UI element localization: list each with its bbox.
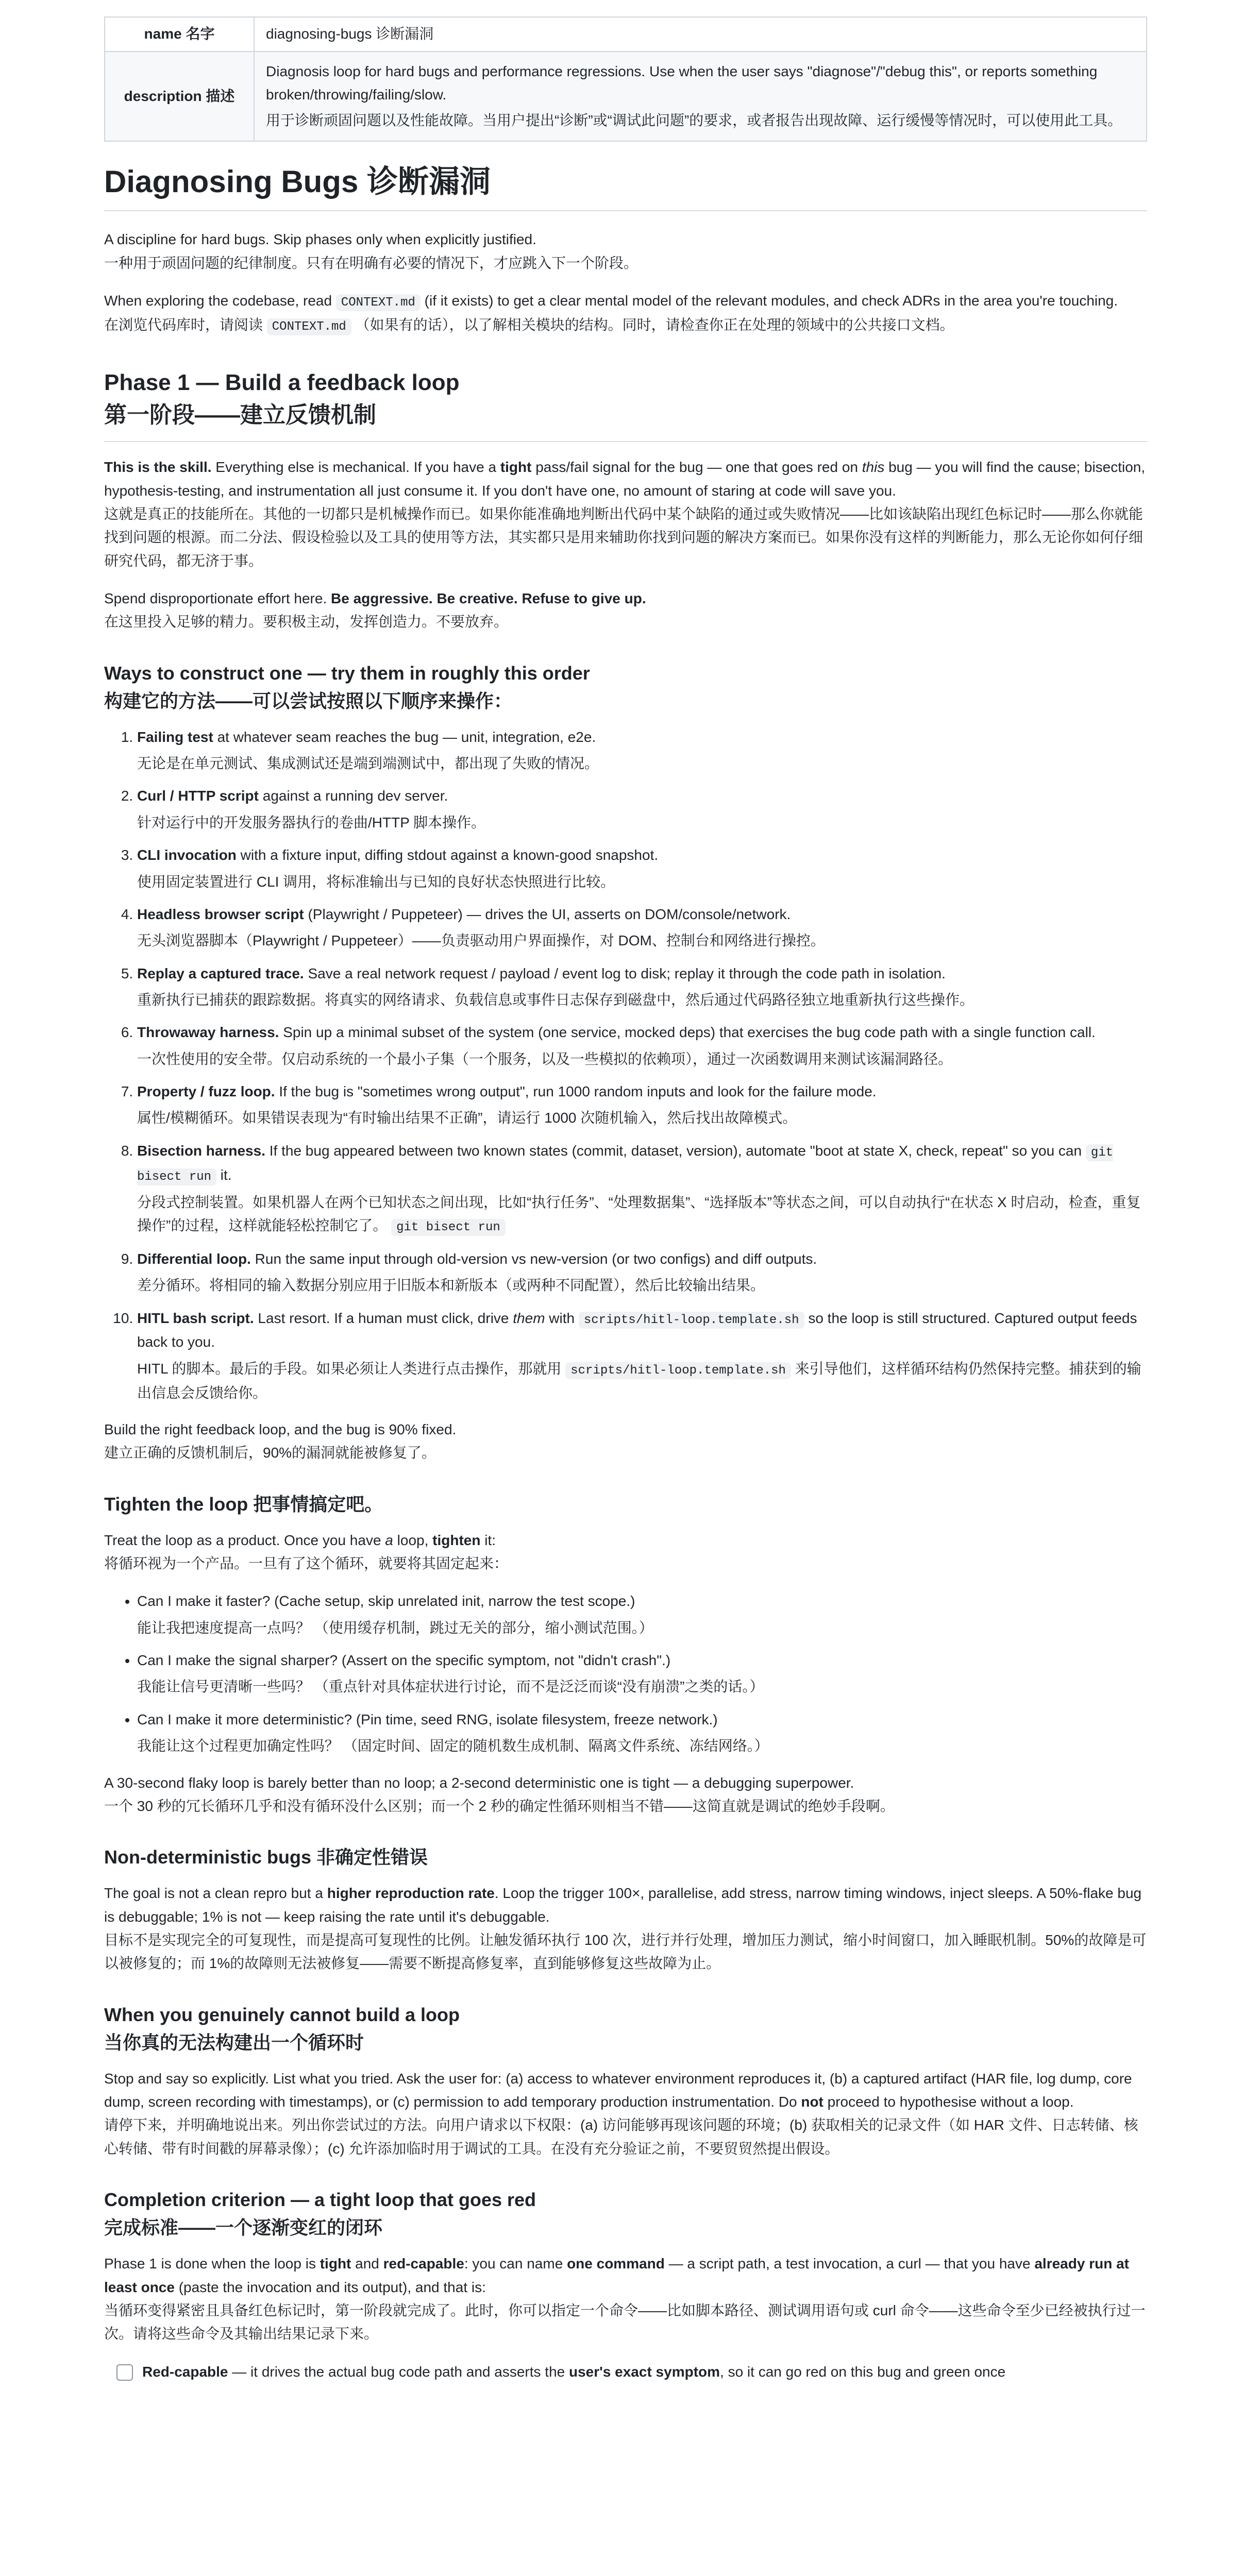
item-bold: HITL bash script. — [137, 1310, 254, 1326]
tighten-outro — [104, 1771, 1147, 1818]
context-md-code: CONTEXT.md — [336, 294, 421, 311]
item-en: (Playwright / Puppeteer) — drives the UI, asserts on DOM/console/network. — [304, 906, 791, 922]
item-en-2: so the loop is still structured. Captured output feeds back to you. — [137, 1310, 1137, 1350]
list-item — [137, 1247, 1147, 1297]
git-bisect-code-zh: git bisect run — [391, 1219, 506, 1236]
cannot-heading-zh: 当你真的无法构建出一个循环时 — [104, 2031, 364, 2053]
item-zh: 一次性使用的安全带。仅启动系统的一个最小子集（一个服务，以及一些模拟的依赖项），通过一次函数调用来测试该漏洞路径。 — [137, 1050, 953, 1067]
list-item — [137, 1139, 1147, 1238]
metadata-row-name — [105, 17, 1147, 52]
tighten-intro-zh: 将循环视为一个产品。一旦有了这个循环，就要将其固定起来： — [104, 1555, 509, 1572]
completion-heading-zh: 完成标准——一个逐渐变红的闭环 — [104, 2217, 383, 2239]
bullet-zh: 我能让信号更清晰一些吗？ （重点针对具体症状进行讨论，而不是泛泛而谈“没有崩溃”之类的话。） — [137, 1679, 764, 1695]
metadata-table — [104, 16, 1147, 142]
list-item — [137, 962, 1147, 1012]
bullet-en: Can I make it more deterministic? (Pin time, seed RNG, isolate filesystem, freeze network.) — [137, 1711, 718, 1727]
description-en: Diagnosis loop for hard bugs and performance regressions. Use when the user says "diagnose"/"debug this", or reports something broken/throwing/failing/slow. — [266, 63, 1098, 103]
task-text — [142, 2360, 1005, 2383]
intro-2-en-text-b: (if it exists) to get a clear mental model of the relevant modules, and check ADRs in the area you're touching. — [420, 292, 1118, 309]
bullet-en: Can I make it faster? (Cache setup, skip unrelated init, narrow the test scope.) — [137, 1593, 635, 1609]
item-zh-text-2: 来引导他们，这样循环结构仍然保持完整。捕获到的输出信息会反馈给你。 — [137, 1360, 1141, 1401]
list-item — [137, 1649, 1147, 1699]
list-item — [137, 903, 1147, 953]
task-en-b: , so it can go red on this bug and green once — [720, 2363, 1006, 2380]
skill-en-c: bug — you will find the cause; bisection, hypothesis-testing, and instrumentation all just consume it. If you don't have one, no amount of staring at code will save you. — [104, 459, 1146, 499]
item-bold: Replay a captured trace. — [137, 965, 304, 981]
item-zh: 差分循环。将相同的输入数据分别应用于旧版本和新版本（或两种不同配置），然后比较输出结果。 — [137, 1277, 765, 1294]
item-bold: Property / fuzz loop. — [137, 1083, 275, 1100]
item-en: Last resort. If a human must click, drive — [254, 1310, 513, 1326]
completion-paragraph — [104, 2252, 1147, 2345]
item-en-2: it. — [216, 1166, 232, 1183]
task-en-a: — it drives the actual bug code path and asserts the — [228, 2363, 569, 2380]
effort-en — [104, 590, 646, 606]
effort-paragraph — [104, 587, 1147, 634]
completion-heading — [104, 2186, 1147, 2242]
item-zh-text: HITL 的脚本。最后的手段。如果必须让人类进行点击操作，那就用 — [137, 1360, 566, 1377]
tighten-intro-a: Treat the loop as a product. Once you have — [104, 1532, 385, 1548]
intro-2-en-text-a: When exploring the codebase, read — [104, 292, 336, 309]
page-title: Diagnosing Bugs 诊断漏洞 — [104, 162, 1147, 211]
ways-outro — [104, 1418, 1147, 1465]
item-zh: 无头浏览器脚本（Playwright / Puppeteer）——负责驱动用户界面操作，对 DOM、控制台和网络进行操控。 — [137, 933, 825, 949]
skill-zh: 这就是真正的技能所在。其他的一切都只是机械操作而已。如果你能准确地判断出代码中某个缺陷的通过或失败情况——比如该缺陷出现红色标记时——那么你就能找到问题的根源。而二分法、假设检验以及工具的使用等方法，其实都只是用来辅助你找到问题的解决方案而已。如果你没有这样的判断能力，那么无论你如何仔细研究代码，都无济于事。 — [104, 505, 1144, 569]
item-zh: 重新执行已捕获的跟踪数据。将真实的网络请求、负载信息或事件日志保存到磁盘中，然后通过代码路径独立地重新执行这些操作。 — [137, 992, 974, 1008]
context-md-code-zh: CONTEXT.md — [267, 318, 351, 335]
item-zh — [137, 1191, 1147, 1238]
item-en-b: with — [545, 1310, 579, 1326]
tighten-intro-em: a — [385, 1532, 393, 1548]
skill-bold: This is the skill. — [104, 459, 212, 476]
item-zh: 针对运行中的开发服务器执行的卷曲/HTTP 脚本操作。 — [137, 814, 486, 831]
item-en: Save a real network request / payload / event log to disk; replay it through the code path in isolation. — [304, 965, 946, 981]
metadata-row-description — [105, 52, 1147, 141]
list-item — [137, 784, 1147, 834]
completion-bold-1: tight — [320, 2256, 351, 2272]
description-zh: 用于诊断顽固问题以及性能故障。当用户提出“诊断”或“调试此问题”的要求，或者报告出现故障、运行缓慢等情况时，可以使用此工具。 — [266, 112, 1122, 129]
completion-task-list — [104, 2360, 1147, 2383]
task-checkbox[interactable] — [116, 2364, 133, 2381]
ways-heading-zh: 构建它的方法——可以尝试按照以下顺序来操作： — [104, 690, 513, 711]
completion-heading-en: Completion criterion — a tight loop that goes red — [104, 2189, 536, 2211]
hitl-script-code: scripts/hitl-loop.template.sh — [579, 1312, 804, 1329]
ways-outro-zh: 建立正确的反馈机制后，90%的漏洞就能被修复了。 — [104, 1445, 436, 1461]
completion-en — [104, 2256, 1129, 2295]
git-bisect-code: git bisect run — [137, 1144, 1113, 1185]
bullet-zh: 我能让这个过程更加确定性吗？ （固定时间、固定的随机数生成机制、隔离文件系统、冻结网络。） — [137, 1738, 769, 1754]
skill-tight: tight — [500, 459, 532, 476]
ways-list — [104, 725, 1147, 1404]
phase1-heading — [104, 366, 1147, 443]
completion-bold-2: red-capable — [383, 2256, 464, 2272]
list-item — [137, 725, 1147, 775]
nondet-en-b: . Loop the trigger 100×, parallelise, add stress, narrow timing windows, inject sleeps. A 50%-flake bug is debuggable; 1% is not — keep raising the rate until it's debuggable. — [104, 1885, 1142, 1925]
hitl-script-code-zh: scripts/hitl-loop.template.sh — [565, 1362, 791, 1379]
nondet-en-a: The goal is not a clean repro but a — [104, 1885, 327, 1902]
cannot-paragraph — [104, 2067, 1147, 2160]
item-bold: Bisection harness. — [137, 1142, 265, 1159]
completion-bold-3: one command — [567, 2256, 665, 2272]
metadata-key-name: name 名字 — [105, 17, 254, 52]
effort-bold: Be aggressive. Be creative. Refuse to give up. — [331, 590, 646, 607]
item-zh-text: 分段式控制装置。如果机器人在两个已知状态之间出现，比如“执行任务”、“处理数据集”、“选择版本”等状态之间，可以自动执行“在状态 X 时启动，检查，重复操作”的过程，这样就能轻松控制它了。 — [137, 1194, 1141, 1233]
tighten-list — [104, 1589, 1147, 1757]
item-en: Run the same input through old-version vs new-version (or two configs) and diff outputs. — [250, 1250, 817, 1267]
nondet-zh: 目标不是实现完全的可复现性，而是提高可复现性的比例。让触发循环执行 100 次，进行并行处理，增加压力测试，缩小时间窗口，加入睡眠机制。50%的故障是可以被修复的；而 1%的故障则无法被修复——需要不断提高修复率，直到能够修复这些故障为止。 — [104, 1932, 1147, 1972]
task-list-item — [116, 2360, 1147, 2383]
skill-paragraph — [104, 455, 1147, 572]
intro-1-en: A discipline for hard bugs. Skip phases only when explicitly justified. — [104, 231, 536, 248]
skill-this: this — [862, 459, 885, 476]
metadata-value-name: diagnosing-bugs 诊断漏洞 — [254, 17, 1147, 52]
skill-en-a: Everything else is mechanical. If you have a — [211, 459, 500, 476]
ways-outro-en: Build the right feedback loop, and the bug is 90% fixed. — [104, 1421, 457, 1437]
phase1-heading-en: Phase 1 — Build a feedback loop — [104, 369, 460, 395]
tighten-outro-en: A 30-second flaky loop is barely better than no loop; a 2-second deterministic one is tight — a debugging superpower. — [104, 1774, 854, 1791]
list-item — [137, 1307, 1147, 1404]
item-em: them — [513, 1310, 545, 1326]
ways-heading — [104, 659, 1147, 715]
intro-2-en — [104, 293, 1118, 309]
tighten-intro-en — [104, 1532, 496, 1548]
bullet-en: Can I make the signal sharper? (Assert on the specific symptom, not "didn't crash".) — [137, 1652, 671, 1669]
cannot-heading — [104, 2001, 1147, 2057]
item-bold: Throwaway harness. — [137, 1024, 279, 1041]
cannot-en-b: proceed to hypothesise without a loop. — [823, 2094, 1074, 2110]
intro-paragraph-1 — [104, 228, 1147, 275]
list-item — [137, 1708, 1147, 1758]
cannot-en — [104, 2071, 1132, 2110]
skill-en — [104, 459, 1145, 498]
completion-en-d: — a script path, a test invocation, a curl — that you have — [664, 2256, 1035, 2272]
item-en: at whatever seam reaches the bug — unit, integration, e2e. — [213, 728, 596, 745]
phase1-heading-zh: 第一阶段——建立反馈机制 — [104, 402, 376, 428]
completion-en-c: : you can name — [464, 2256, 567, 2272]
skill-en-b: pass/fail signal for the bug — one that goes red on — [531, 459, 862, 476]
item-bold: Failing test — [137, 728, 213, 745]
item-zh: 使用固定装置进行 CLI 调用，将标准输出与已知的良好状态快照进行比较。 — [137, 873, 615, 890]
nondet-bold: higher reproduction rate — [327, 1885, 495, 1902]
tighten-heading: Tighten the loop 把事情搞定吧。 — [104, 1493, 383, 1515]
item-bold: Differential loop. — [137, 1250, 251, 1267]
cannot-bold: not — [801, 2094, 823, 2110]
completion-en-e: (paste the invocation and its output), and that is: — [174, 2279, 486, 2295]
nondet-heading: Non-deterministic bugs 非确定性错误 — [104, 1846, 428, 1868]
item-en: If the bug is "sometimes wrong output", run 1000 random inputs and look for the failure mode. — [275, 1083, 877, 1100]
effort-en-text: Spend disproportionate effort here. — [104, 590, 331, 607]
item-zh — [137, 1357, 1147, 1404]
intro-2-zh-text-b: （如果有的话），以了解相关模块的结构。同时，请检查你正在处理的领域中的公共接口文档。 — [351, 316, 954, 333]
item-en: against a running dev server. — [258, 788, 448, 804]
document-page — [104, 16, 1147, 2397]
task-bold-2: user's exact symptom — [569, 2363, 720, 2380]
bullet-zh: 能让我把速度提高一点吗？ （使用缓存机制，跳过无关的部分，缩小测试范围。） — [137, 1619, 653, 1636]
item-bold: Curl / HTTP script — [137, 788, 259, 804]
cannot-en-a: Stop and say so explicitly. List what you tried. Ask the user for: (a) access to whatever environment reproduces it, (b) a captured artifact (HAR file, log dump, core dump, screen recording with timestamps), or (c) permission to add temporary production instrumentation. Do — [104, 2070, 1132, 2110]
list-item — [137, 1080, 1147, 1130]
nondet-en — [104, 1885, 1141, 1924]
completion-bold-4: already run at least once — [104, 2256, 1129, 2295]
intro-2-zh — [104, 313, 1147, 337]
task-bold: Red-capable — [142, 2363, 228, 2380]
tighten-intro-b: loop, — [393, 1532, 433, 1548]
tighten-outro-zh: 一个 30 秒的冗长循环几乎和没有循环没什么区别；而一个 2 秒的确定性循环则相当不错——这简直就是调试的绝妙手段啊。 — [104, 1798, 895, 1814]
intro-paragraph-2 — [104, 289, 1147, 337]
tighten-intro-bold: tighten — [432, 1532, 481, 1548]
list-item — [137, 843, 1147, 893]
item-en: with a fixture input, diffing stdout against a known-good snapshot. — [236, 847, 659, 863]
nondet-paragraph — [104, 1882, 1147, 1975]
completion-en-b: and — [351, 2256, 383, 2272]
cannot-heading-en: When you genuinely cannot build a loop — [104, 2004, 460, 2025]
item-zh: 属性/模糊循环。如果错误表现为“有时输出结果不正确”，请运行 1000 次随机输入，然后找出故障模式。 — [137, 1110, 797, 1126]
intro-2-zh-text-a: 在浏览代码库时，请阅读 — [104, 316, 267, 333]
effort-zh: 在这里投入足够的精力。要积极主动，发挥创造力。不要放弃。 — [104, 614, 509, 630]
item-bold: Headless browser script — [137, 906, 304, 922]
tighten-intro — [104, 1529, 1147, 1575]
ways-heading-en: Ways to construct one — try them in roughly this order — [104, 662, 590, 684]
item-en: Spin up a minimal subset of the system (one service, mocked deps) that exercises the bug code path with a single function call. — [279, 1024, 1096, 1041]
metadata-value-description — [254, 52, 1147, 141]
intro-1-zh: 一种用于顽固问题的纪律制度。只有在明确有必要的情况下，才应跳入下一个阶段。 — [104, 255, 638, 271]
list-item — [137, 1589, 1147, 1639]
item-zh: 无论是在单元测试、集成测试还是端到端测试中，都出现了失败的情况。 — [137, 755, 599, 772]
list-item — [137, 1021, 1147, 1071]
completion-en-a: Phase 1 is done when the loop is — [104, 2256, 320, 2272]
item-bold: CLI invocation — [137, 847, 237, 863]
cannot-zh: 请停下来，并明确地说出来。列出你尝试过的方法。向用户请求以下权限：(a) 访问能够再现该问题的环境；(b) 获取相关的记录文件（如 HAR 文件、日志转储、核心转储、带有时间戳的屏幕录像）；(c) 允许添加临时用于调试的工具。在没有充分验证之前，不要贸贸然提出假设。 — [104, 2117, 1138, 2157]
tighten-intro-c: it: — [480, 1532, 496, 1548]
completion-zh: 当循环变得紧密且具备红色标记时，第一阶段就完成了。此时，你可以指定一个命令——比如脚本路径、测试调用语句或 curl 命令——这些命令至少已经被执行过一次。请将这些命令及其输出结果记录下来。 — [104, 2302, 1146, 2342]
metadata-key-description: description 描述 — [105, 52, 254, 141]
item-en: If the bug appeared between two known states (commit, dataset, version), automate "boot at state X, check, repeat" so you can — [265, 1142, 1086, 1159]
